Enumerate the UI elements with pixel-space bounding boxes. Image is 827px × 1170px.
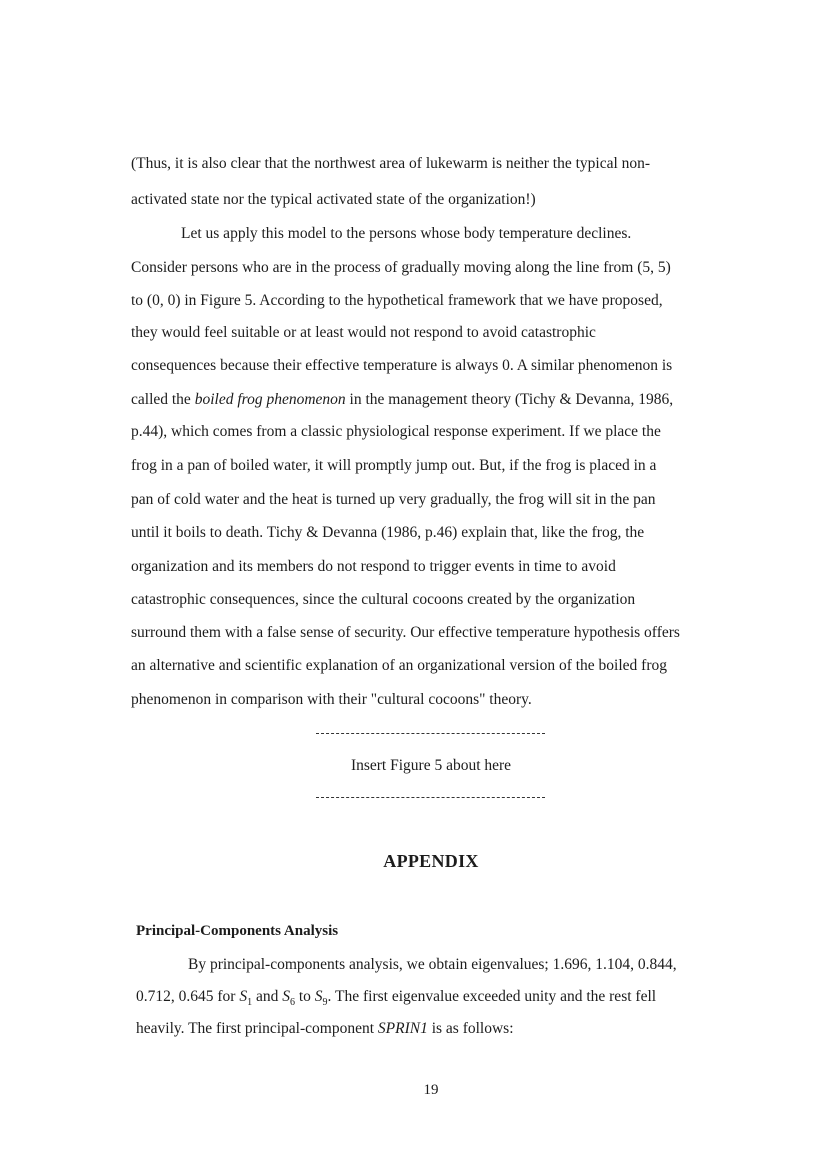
divider — [316, 797, 545, 798]
body-text-line: surround them with a false sense of security. Our effective temperature hypothesis offers — [131, 624, 680, 641]
body-text-line: phenomenon in comparison with their "cultural cocoons" theory. — [131, 691, 532, 708]
body-text-span: is as follows: — [427, 1020, 514, 1037]
body-text-line: until it boils to death. Tichy & Devanna (1986, p.46) explain that, like the frog, the — [131, 524, 645, 541]
body-text-line: activated state nor the typical activated state of the organization!) — [131, 191, 536, 208]
body-text-line: consequences because their effective temperature is always 0. A similar phenomenon is — [131, 357, 673, 374]
body-text-span: heavily. The first principal-component — [136, 1020, 378, 1037]
body-text-span: in the management theory (Tichy & Devanna, 1986, — [345, 391, 674, 408]
divider — [316, 733, 545, 734]
figure-placement-note: Insert Figure 5 about here — [350, 757, 512, 774]
variable-symbol: S — [314, 988, 323, 1005]
body-text-line: to (0, 0) in Figure 5. According to the hypothetical framework that we have proposed, — [131, 292, 663, 309]
variable-subscript: 6 — [289, 997, 295, 1009]
variable-name: SPRIN1 — [377, 1020, 428, 1037]
emphasized-term: boiled frog phenomenon — [194, 391, 346, 408]
page-number: 19 — [423, 1082, 439, 1098]
variable-subscript: 9 — [322, 997, 328, 1009]
body-text-line — [136, 1019, 736, 1039]
body-text-span: called the — [131, 391, 195, 408]
body-text-line: Let us apply this model to the persons whose body temperature declines. — [181, 225, 632, 242]
body-text-line: catastrophic consequences, since the cultural cocoons created by the organization — [131, 591, 636, 608]
body-text-line — [131, 390, 731, 410]
body-text-line: By principal-components analysis, we obtain eigenvalues; 1.696, 1.104, 0.844, — [188, 956, 677, 973]
variable-symbol: S — [282, 988, 290, 1005]
body-text-line: organization and its members do not respond to trigger events in time to avoid — [131, 558, 616, 575]
body-text-line: frog in a pan of boiled water, it will promptly jump out. But, if the frog is placed in a — [131, 457, 657, 474]
body-text-line — [136, 987, 736, 1013]
body-text-line: they would feel suitable or at least would not respond to avoid catastrophic — [131, 324, 596, 341]
body-text-line: pan of cold water and the heat is turned up very gradually, the frog will sit in the pan — [131, 491, 656, 508]
body-text-span: . The first eigenvalue exceeded unity and the rest fell — [327, 988, 657, 1005]
body-text-line: p.44), which comes from a classic physiological response experiment. If we place the — [131, 423, 661, 440]
body-text-span: and — [252, 988, 283, 1005]
body-text-line: Consider persons who are in the process of gradually moving along the line from (5, 5) — [131, 259, 671, 276]
body-text-span: to — [294, 988, 315, 1005]
section-subheading: Principal-Components Analysis — [136, 923, 339, 939]
body-text-span: 0.712, 0.645 for — [136, 988, 240, 1005]
body-text-line: an alternative and scientific explanation of an organizational version of the boiled frog — [131, 657, 667, 674]
variable-subscript: 1 — [247, 997, 253, 1009]
variable-symbol: S — [239, 988, 248, 1005]
appendix-heading: APPENDIX — [383, 851, 479, 871]
body-text-line: (Thus, it is also clear that the northwest area of lukewarm is neither the typical non- — [131, 155, 651, 172]
